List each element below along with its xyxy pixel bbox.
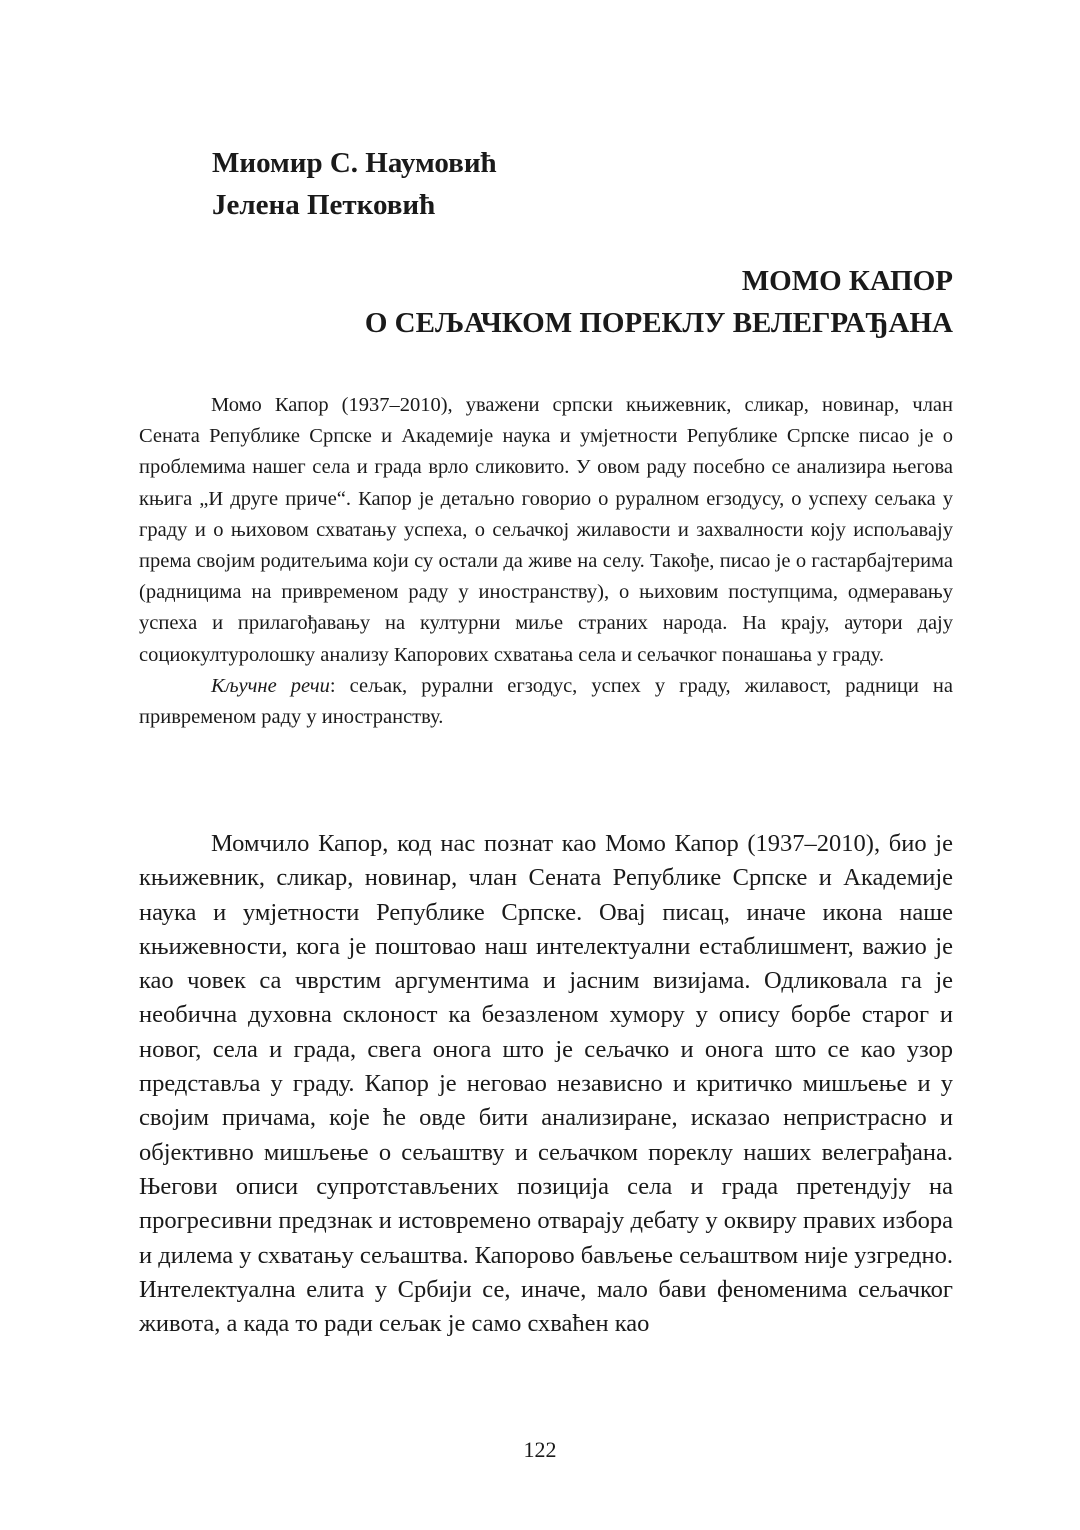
title-line: О СЕЉАЧКОМ ПОРЕКЛУ ВЕЛЕГРАЂАНА — [364, 307, 953, 339]
abstract — [139, 390, 953, 733]
author-name: Јелена Петковић — [212, 189, 436, 221]
author-name: Миомир С. Наумовић — [212, 147, 497, 179]
article-title — [365, 260, 953, 344]
keywords-label: Кључне речи — [211, 674, 330, 697]
keywords-paragraph — [139, 671, 953, 733]
body-paragraph: Момчило Капор, код нас познат као Момо Капор (1937–2010), био је књижевник, сликар, новинар, члан Сената Републике Српске и Академије наука и умјетности Републике Српске. Овај писац, иначе икона наше књижевности, кога је поштовао наш интелектуални естаблишмент, важио је као човек са чврстим аргументима и јасним визијама. Одликовала га је необична духовна склоност ка безазленом хумору у опису борбе старог и новог, села и града, свега онога што је сељачко и онога што се као узор представља у граду. Капор је неговао независно и критичко мишљење и у својим причама, које ће овде бити анализиране, исказао непристрасно и објективно мишљење о сељаштву и сељачком пореклу наших велеграђана. Његови описи супротстављених позиција села и града претендују на прогресивни предзнак и истовремено отварају дебату у оквиру правих избора и дилема у схватању сељаштва. Капорово бављење сељаштвом није узгредно. Интелектуална елита у Србији се, иначе, мало бави феноменима сељачког живота, а када то ради сељак је само схваћен као — [139, 830, 953, 1338]
author-block — [212, 142, 497, 226]
body-text — [139, 827, 953, 1341]
keywords-list: : сељак, рурални егзодус, успех у граду, жилавост, радници на привременом раду у иностранству. — [139, 674, 953, 729]
abstract-paragraph: Момо Капор (1937–2010), уважени српски књижевник, сликар, новинар, члан Сената Републике Српске и Академије наука и умјетности Републике Српске писао је о проблемима нашег села и града врло сликовито. У овом раду посебно се анализира његова књига „И друге приче“. Капор је детаљно говорио о руралном егзодусу, о успеху сељака у граду и о њиховом схватању успеха, о сељачкој жилавости и захвалности коју испољавају према својим родитељима који су остали да живе на селу. Такође, писао је о гастарбајтерима (радницима на привременом раду у иностранству), о њиховим поступцима, одмеравању успеха и прилагођавању на културни миље страних народа. На крају, аутори дају социокултуролошку анализу Капорових схватања села и сељачког понашања у граду. — [139, 394, 953, 666]
page-number: 122 — [523, 1437, 557, 1462]
title-line: МОМО КАПОР — [741, 265, 953, 297]
